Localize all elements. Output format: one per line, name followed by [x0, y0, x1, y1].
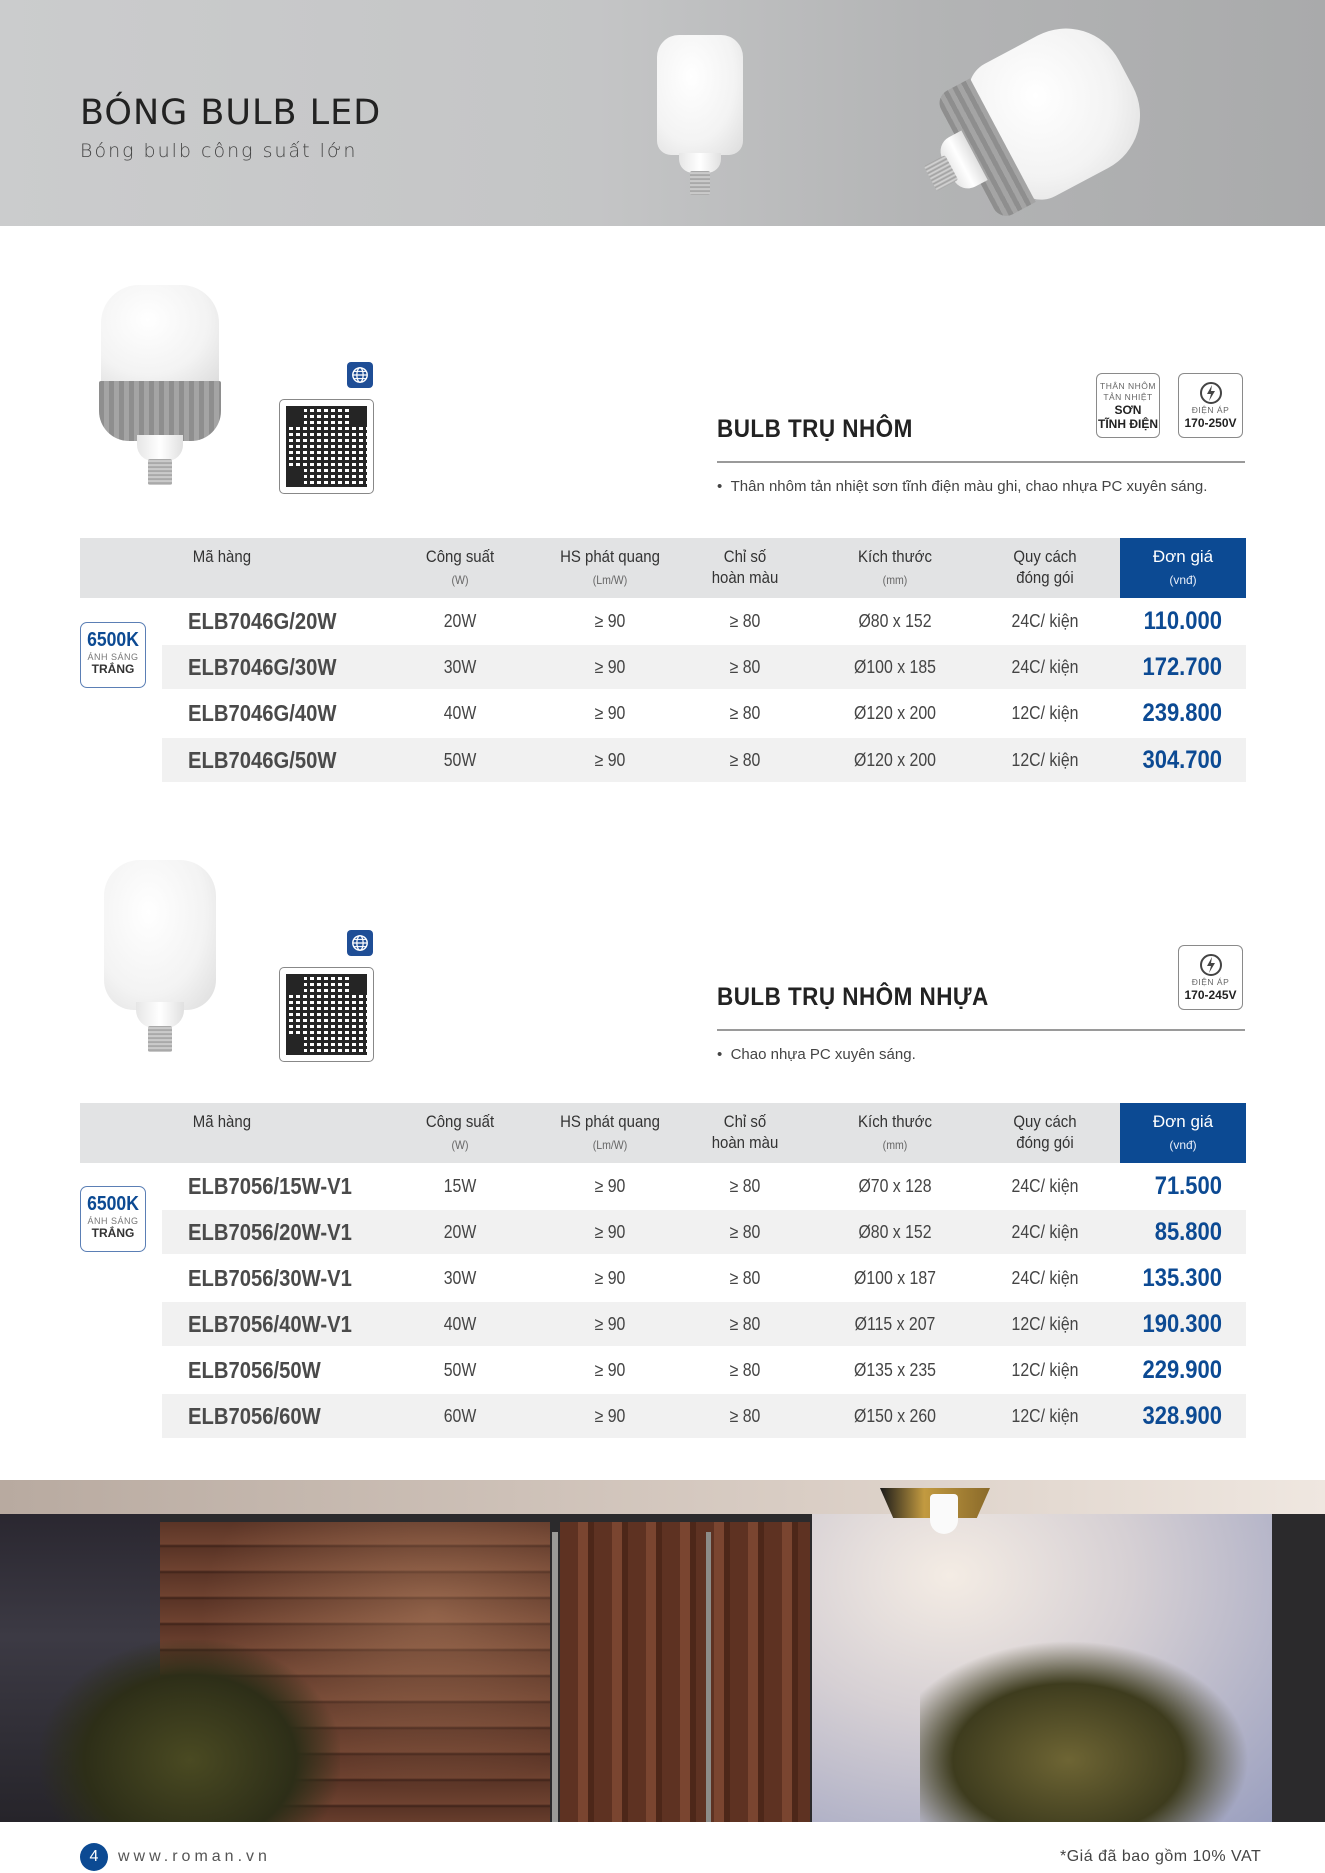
table-row [162, 691, 1246, 735]
power: 30W [443, 1268, 477, 1288]
badge-value: 170-250V [1184, 416, 1237, 430]
voltage-badge [1178, 945, 1243, 1010]
efficacy: ≥ 90 [594, 657, 626, 677]
power: 20W [443, 611, 477, 631]
efficacy: ≥ 90 [594, 611, 626, 631]
table-row [162, 599, 1246, 643]
efficacy: ≥ 90 [594, 1314, 626, 1334]
cri: ≥ 80 [729, 1222, 761, 1242]
col-cri: Chỉ số hoàn màu [711, 547, 779, 587]
packaging: 12C/ kiện [1011, 703, 1079, 723]
efficacy: ≥ 90 [594, 703, 626, 723]
cri: ≥ 80 [729, 1176, 761, 1196]
qr-code[interactable] [279, 967, 374, 1062]
lightning-icon [1199, 953, 1223, 977]
size: Ø120 x 200 [854, 703, 936, 723]
size: Ø70 x 128 [858, 1176, 932, 1196]
voltage-badge [1178, 373, 1243, 438]
size: Ø80 x 152 [858, 611, 932, 631]
power: 40W [443, 1314, 477, 1334]
efficacy: ≥ 90 [594, 1222, 626, 1242]
efficacy: ≥ 90 [594, 1406, 626, 1426]
col-pack: Quy cách đóng gói [1013, 1112, 1077, 1152]
badge-label: ĐIỆN ÁP [1191, 977, 1230, 987]
cri: ≥ 80 [729, 750, 761, 770]
table-row [162, 738, 1246, 782]
product-code: ELB7046G/30W [188, 654, 337, 680]
cri: ≥ 80 [729, 1406, 761, 1426]
packaging: 12C/ kiện [1011, 1360, 1079, 1380]
cri: ≥ 80 [729, 657, 761, 677]
section-title: BULB TRỤ NHÔM NHỰA [717, 983, 989, 1011]
badge-text: THÂN NHÔM [1100, 380, 1156, 391]
price: 304.700 [1142, 746, 1222, 774]
packaging: 24C/ kiện [1011, 1176, 1079, 1196]
table-row [162, 645, 1246, 689]
price: 71.500 [1154, 1172, 1222, 1200]
cct-label: ÁNH SÁNG [87, 652, 139, 662]
packaging: 12C/ kiện [1011, 1314, 1079, 1334]
efficacy: ≥ 90 [594, 1360, 626, 1380]
product-code: ELB7056/50W [188, 1357, 321, 1383]
badge-text: SƠN [1114, 402, 1142, 417]
cri: ≥ 80 [729, 1360, 761, 1380]
price: 328.900 [1142, 1402, 1222, 1430]
col-efficacy: HS phát quang (Lm/W) [560, 1112, 660, 1152]
lifestyle-photo [0, 1480, 1325, 1822]
size: Ø120 x 200 [854, 750, 936, 770]
efficacy: ≥ 90 [594, 750, 626, 770]
feature-text: Thân nhôm tản nhiệt sơn tĩnh điện màu ghi, chao nhựa PC xuyên sáng. [730, 478, 1208, 495]
feature-text: Chao nhựa PC xuyên sáng. [730, 1046, 916, 1063]
table-row [162, 1302, 1246, 1346]
website-link[interactable]: www.roman.vn [118, 1848, 271, 1865]
col-power: Công suất (W) [425, 1112, 495, 1152]
price: 135.300 [1142, 1264, 1222, 1292]
bulb-product-image [95, 285, 225, 505]
col-power: Công suất (W) [425, 547, 495, 587]
coating-badge [1096, 373, 1160, 438]
divider [717, 1029, 1245, 1031]
product-code: ELB7056/15W-V1 [188, 1173, 352, 1199]
cct-kelvin: 6500K [87, 629, 139, 651]
table-row [162, 1256, 1246, 1300]
col-efficacy: HS phát quang (Lm/W) [560, 547, 660, 587]
cri: ≥ 80 [729, 1268, 761, 1288]
bulb-product-image [655, 35, 755, 205]
lightning-icon [1199, 381, 1223, 405]
price: 110.000 [1143, 607, 1222, 635]
power: 50W [443, 750, 477, 770]
efficacy: ≥ 90 [594, 1268, 626, 1288]
price: 190.300 [1142, 1310, 1222, 1338]
cct-color: TRẮNG [91, 662, 135, 676]
col-code: Mã hàng [192, 1112, 252, 1131]
product-code: ELB7056/30W-V1 [188, 1265, 352, 1291]
power: 50W [443, 1360, 477, 1380]
price: 85.800 [1154, 1218, 1222, 1246]
packaging: 12C/ kiện [1011, 1406, 1079, 1426]
packaging: 12C/ kiện [1011, 750, 1079, 770]
packaging: 24C/ kiện [1011, 611, 1079, 631]
size: Ø100 x 185 [854, 657, 936, 677]
table-row [162, 1210, 1246, 1254]
power: 60W [443, 1406, 477, 1426]
col-cri: Chỉ số hoàn màu [711, 1112, 779, 1152]
packaging: 24C/ kiện [1011, 657, 1079, 677]
product-code: ELB7056/20W-V1 [188, 1219, 352, 1245]
cri: ≥ 80 [729, 611, 761, 631]
product-code: ELB7046G/40W [188, 700, 337, 726]
feature-bullet: • Chao nhựa PC xuyên sáng. [717, 1046, 916, 1063]
power: 40W [443, 703, 477, 723]
size: Ø100 x 187 [854, 1268, 936, 1288]
packaging: 24C/ kiện [1011, 1268, 1079, 1288]
bulb-product-image-large [901, 0, 1220, 265]
efficacy: ≥ 90 [594, 1176, 626, 1196]
badge-label: ĐIỆN ÁP [1191, 405, 1230, 415]
cct-color: TRẮNG [91, 1226, 135, 1240]
col-size: Kích thước (mm) [858, 547, 932, 587]
col-price: Đơn giá (vnđ) [1120, 538, 1246, 598]
table-row [162, 1394, 1246, 1438]
product-code: ELB7046G/20W [188, 608, 337, 634]
table-header [80, 538, 1246, 598]
product-code: ELB7056/40W-V1 [188, 1311, 352, 1337]
badge-text: TẢN NHIỆT [1103, 391, 1153, 402]
color-temperature-badge [80, 1186, 146, 1252]
size: Ø115 x 207 [854, 1314, 936, 1334]
divider [717, 461, 1245, 463]
product-code: ELB7046G/50W [188, 747, 337, 773]
col-size: Kích thước (mm) [858, 1112, 932, 1152]
vat-note: *Giá đã bao gồm 10% VAT [1060, 1848, 1262, 1865]
globe-icon[interactable] [347, 362, 373, 388]
col-pack: Quy cách đóng gói [1013, 547, 1077, 587]
power: 20W [443, 1222, 477, 1242]
cct-label: ÁNH SÁNG [87, 1216, 139, 1226]
bulb-product-image [100, 860, 220, 1060]
price: 229.900 [1142, 1356, 1222, 1384]
page-number: 4 [80, 1843, 108, 1871]
table-header [80, 1103, 1246, 1163]
packaging: 24C/ kiện [1011, 1222, 1079, 1242]
cri: ≥ 80 [729, 1314, 761, 1334]
color-temperature-badge [80, 622, 146, 688]
cri: ≥ 80 [729, 703, 761, 723]
col-price: Đơn giá (vnđ) [1120, 1103, 1246, 1163]
cct-kelvin: 6500K [87, 1193, 139, 1215]
power: 15W [443, 1176, 477, 1196]
power: 30W [443, 657, 477, 677]
qr-code[interactable] [279, 399, 374, 494]
banner [0, 0, 1325, 226]
page-subtitle: Bóng bulb công suất lớn [80, 140, 358, 162]
globe-icon[interactable] [347, 930, 373, 956]
section-title: BULB TRỤ NHÔM [717, 415, 913, 443]
size: Ø80 x 152 [858, 1222, 932, 1242]
table-row [162, 1164, 1246, 1208]
badge-value: 170-245V [1184, 988, 1237, 1002]
feature-bullet: • Thân nhôm tản nhiệt sơn tĩnh điện màu ghi, chao nhựa PC xuyên sáng. [717, 478, 1208, 495]
page-title: BÓNG BULB LED [80, 93, 382, 133]
product-code: ELB7056/60W [188, 1403, 321, 1429]
size: Ø135 x 235 [854, 1360, 936, 1380]
price: 172.700 [1142, 653, 1222, 681]
table-row [162, 1348, 1246, 1392]
col-code: Mã hàng [192, 547, 252, 566]
badge-text: TĨNH ĐIỆN [1098, 416, 1158, 431]
size: Ø150 x 260 [854, 1406, 936, 1426]
price: 239.800 [1142, 699, 1222, 727]
